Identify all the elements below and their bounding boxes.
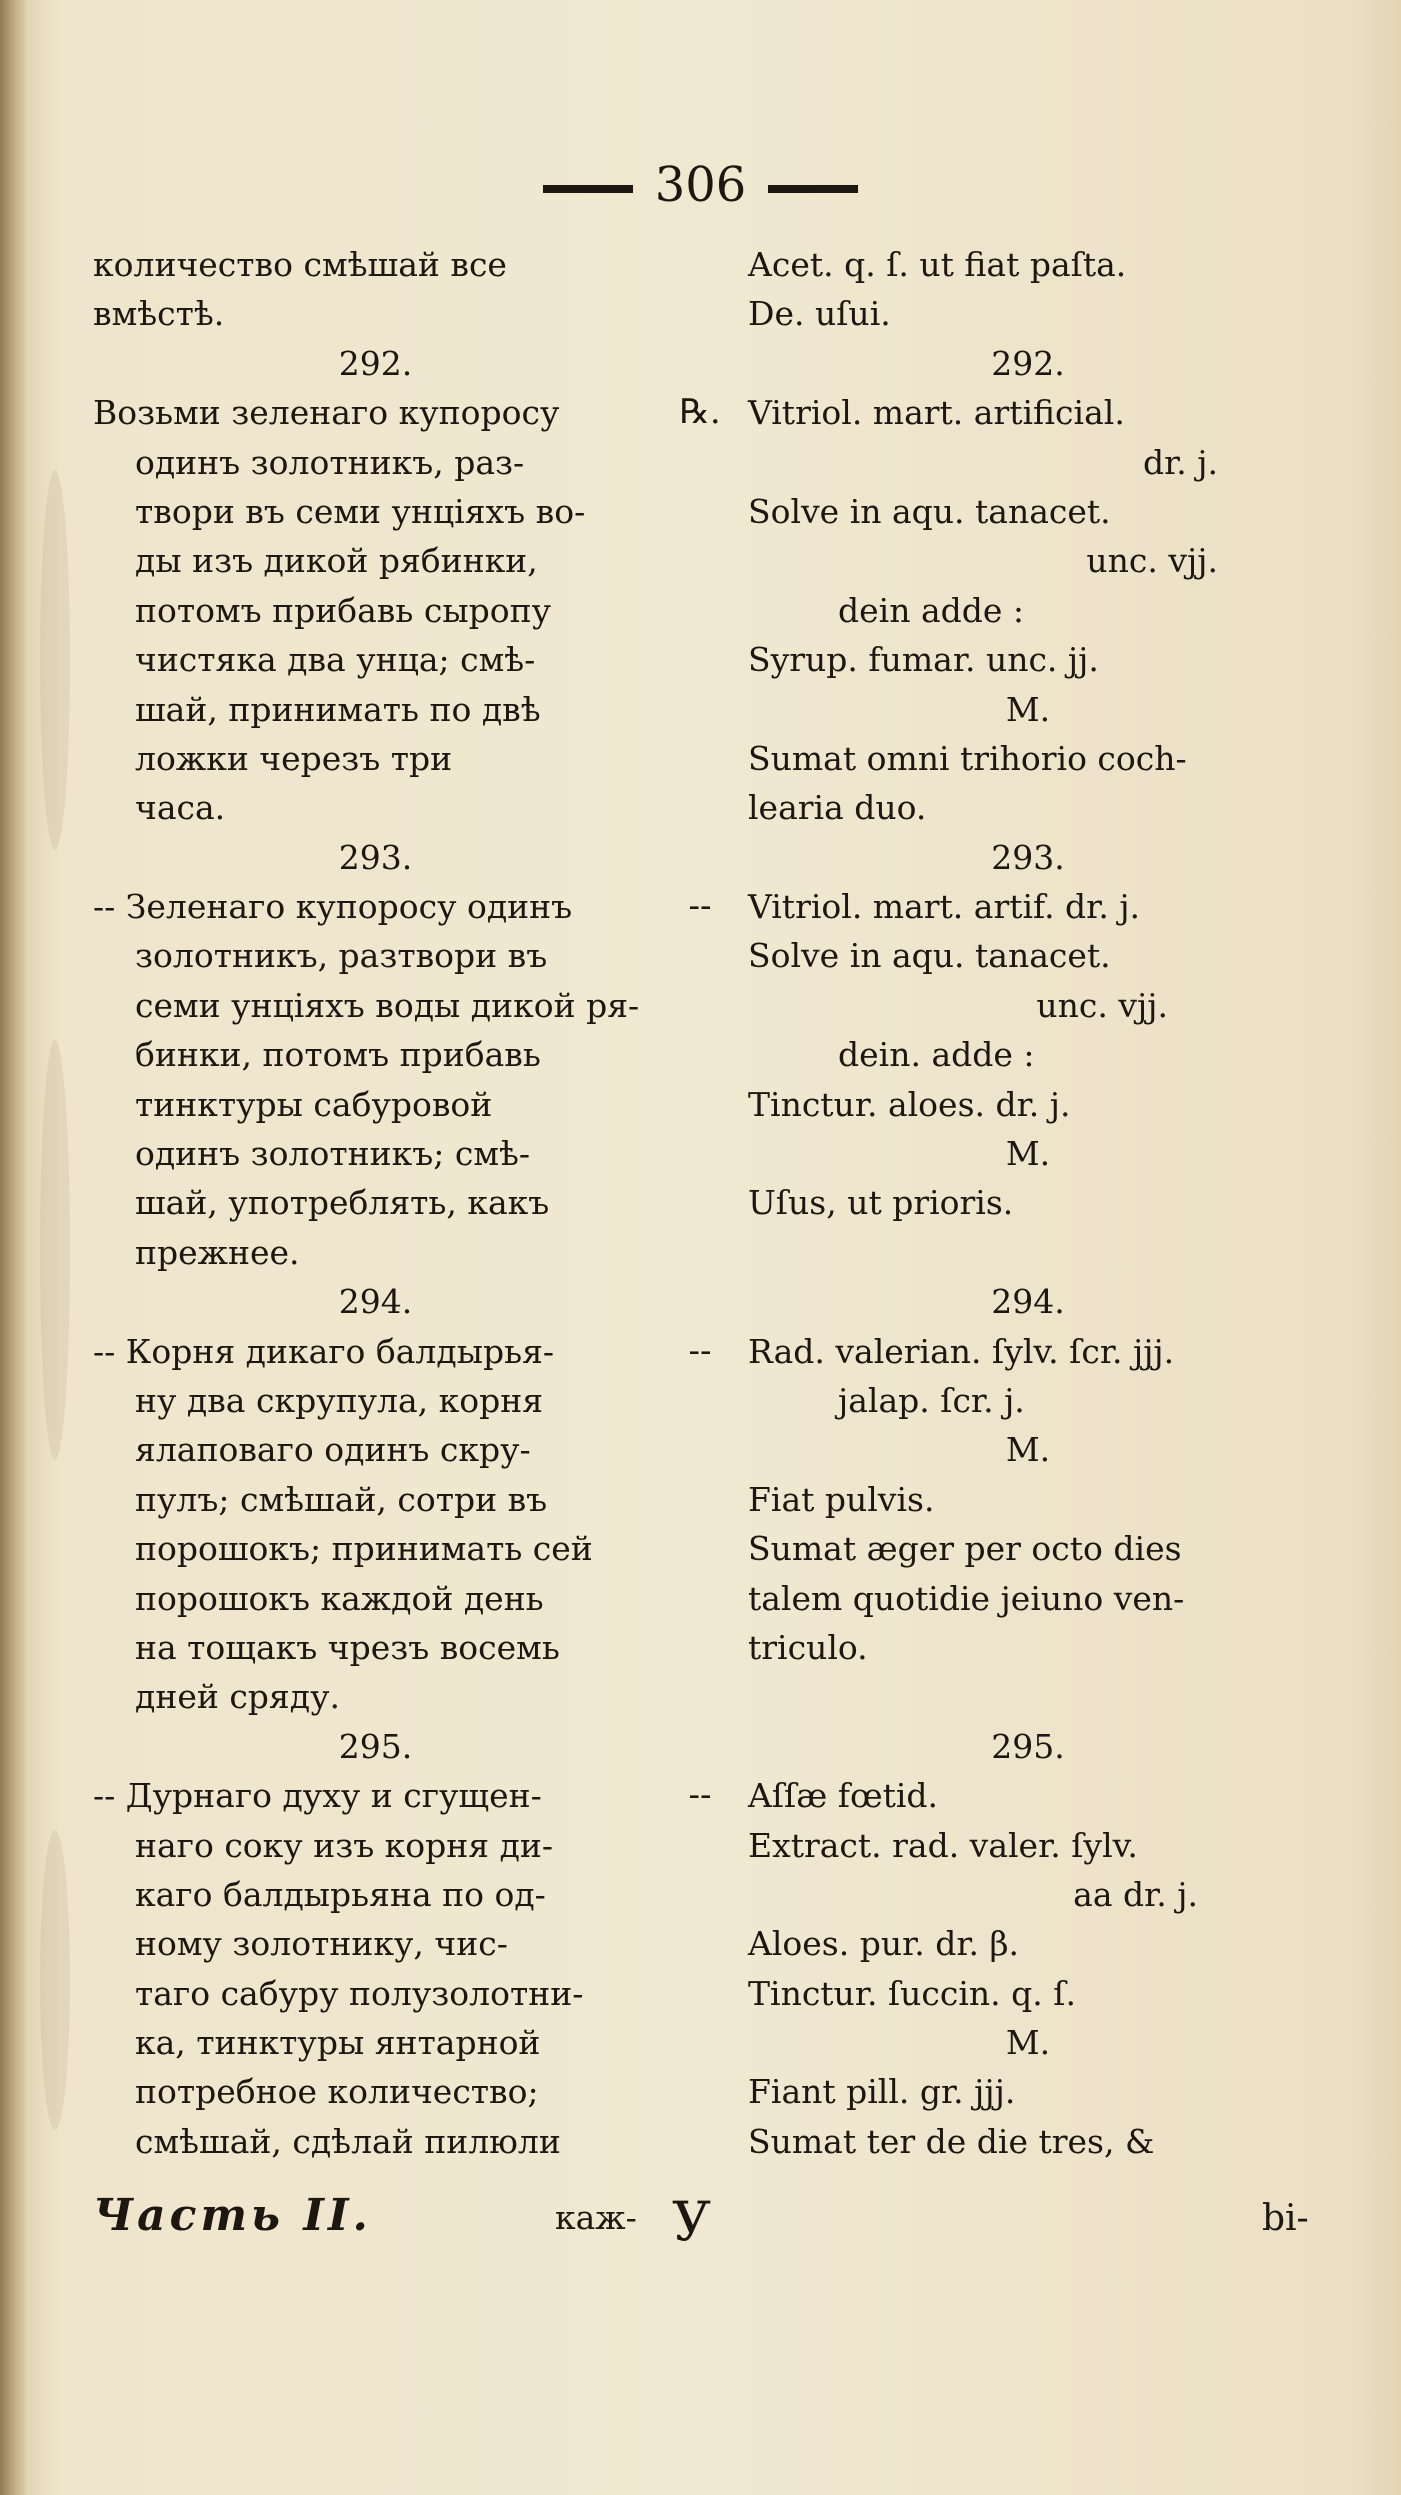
text-line: Syrup. fumar. unc. jj. [748,640,1099,680]
text-line: семи унціяхъ воды дикой ря- [135,985,640,1025]
catchword-russian: каж- [555,2198,637,2237]
mark-blank [670,635,730,684]
gathering-signature: У [672,2190,712,2253]
recipe-number: 294. [991,1282,1065,1322]
text-line: одинъ золотникъ; смѣ- [135,1134,531,1174]
mark-blank [670,339,730,388]
text-line: learia duo. [748,788,927,828]
text-line: triculo. [748,1627,868,1667]
text-line: тинктуры сабуровой [135,1084,493,1124]
mark-blank [670,1080,730,1129]
text-line: прежнее. [135,1232,300,1272]
text-line: одинъ золотникъ, раз- [135,442,525,482]
latin-column [748,240,1308,2166]
text-line: дней сряду. [135,1677,340,1717]
mark-blank [670,487,730,536]
mark-blank [670,1524,730,1573]
text-line: Extract. rad. valer. ſylv. [748,1825,1138,1865]
text-line: на тощакъ чрезъ восемь [135,1627,560,1667]
text-line: порошокъ; принимать сей [135,1529,593,1569]
mark-blank [670,1425,730,1474]
text-line: шай, принимать по двѣ [135,689,541,729]
text-line: Aſſæ fœtid. [748,1776,939,1816]
catchword-latin: bi- [1262,2198,1309,2239]
mark-blank [670,1228,730,1277]
page-header [0,150,1401,220]
mark-blank [670,1376,730,1425]
header-rule-left [543,185,633,193]
text-line: talem quotidie jeiuno ven- [748,1578,1185,1618]
text-line: порошокъ каждой день [135,1578,544,1618]
russian-column [93,240,658,2166]
book-spine [0,0,28,2495]
header-rule-right [768,185,858,193]
mark-blank [670,1672,730,1721]
mark-blank [670,981,730,1030]
text-line: aa dr. j. [1073,1874,1198,1914]
mark-blank [670,1475,730,1524]
page-number: 306 [654,157,747,213]
text-line: ды изъ дикой рябинки, [135,541,538,581]
volume-signature: Часть II. [93,2190,372,2241]
text-line: чистяка два унца; смѣ- [135,640,536,680]
text-line [748,1672,1308,1721]
text-line: смѣшай, сдѣлай пилюли [135,2121,561,2161]
recipe-number: 293. [991,837,1065,877]
margin-stain [40,470,70,850]
mark-blank [670,1574,730,1623]
text-line: Aloes. pur. dr. β. [748,1924,1020,1964]
mark-blank [670,1623,730,1672]
dash-mark: -- [688,1330,712,1371]
text-line: Uſus, ut prioris. [748,1183,1014,1223]
text-line: Tinctur. ſuccin. q. ſ. [748,1973,1076,2013]
text-line: dein adde : [838,590,1025,630]
margin-stain [40,1830,70,2130]
mark-blank [670,1178,730,1227]
mark-blank [670,1129,730,1178]
recipe-number: 295. [338,1726,413,1766]
text-line: ному золотнику, чис- [135,1924,508,1964]
text-line: M. [1005,2023,1051,2063]
text-line: Rad. valerian. ſylv. ſcr. jjj. [748,1331,1175,1371]
column-marks [670,240,730,1821]
text-line: потомъ прибавь сыропу [135,590,551,630]
text-line: Sumat æger per octo dies [748,1529,1182,1569]
dash-mark: -- [688,1775,712,1816]
text-line: Fiant pill. gr. jjj. [748,2072,1016,2112]
text-line: ложки черезъ три [135,738,453,778]
text-line: Sumat ter de die tres, & [748,2121,1155,2161]
mark-blank [670,783,730,832]
margin-stain [40,1040,70,1460]
mark-blank [670,734,730,783]
dash-mark: -- [688,886,712,927]
recipe-number: 292. [338,343,413,383]
text-line: M. [1005,1430,1051,1470]
mark-blank [670,1722,730,1771]
text-line: -- Корня дикаго балдырья- [93,1331,555,1371]
text-line [748,1228,1308,1277]
text-line: unc. vjj. [1036,985,1168,1025]
mark-blank [670,438,730,487]
text-line: unc. vjj. [1086,541,1218,581]
recipe-sign: ℞. [679,392,721,433]
mark-blank [670,1030,730,1079]
recipe-number: 292. [991,343,1065,383]
text-line: каго балдырьяна по од- [135,1874,546,1914]
recipe-number: 295. [991,1726,1065,1766]
text-line: De. uſui. [748,294,891,334]
mark-blank [670,685,730,734]
text-line: количество смѣшай все [93,245,507,284]
text-line: шай, употреблять, какъ [135,1183,550,1223]
text-line: потребное количество; [135,2072,539,2112]
text-line: ну два скрупула, корня [135,1380,544,1420]
text-line: таго сабуру полузолотни- [135,1973,584,2013]
mark-blank [670,931,730,980]
text-line: Возьми зеленаго купоросу [93,393,560,433]
text-line: Acet. q. ſ. ut fiat paſta. [748,245,1127,284]
text-line: золотникъ, разтвори въ [135,936,548,976]
text-line: jalap. ſcr. j. [838,1380,1025,1420]
text-line: ялаповаго одинъ скру- [135,1430,531,1470]
text-line: часа. [135,788,226,828]
recipe-number: 293. [338,837,413,877]
mark-blank [670,586,730,635]
text-line: Fiat pulvis. [748,1479,935,1519]
text-line: пулъ; смѣшай, сотри въ [135,1479,548,1519]
text-line: бинки, потомъ прибавь [135,1035,541,1075]
recipe-number: 294. [338,1282,413,1322]
text-line: Tinctur. aloes. dr. j. [748,1084,1071,1124]
text-line: наго соку изъ корня ди- [135,1825,554,1865]
mark-blank [670,1277,730,1326]
text-line: dein. adde : [838,1035,1035,1075]
mark-blank [670,833,730,882]
text-line: твори въ семи унціяхъ во- [135,491,586,531]
text-line: Sumat omni trihorio coch- [748,738,1187,778]
text-line: dr. j. [1143,442,1218,482]
mark-blank [670,289,730,338]
text-line: ка, тинктуры янтарной [135,2023,541,2063]
text-line: вмѣстѣ. [93,294,225,334]
mark-blank [670,240,730,289]
mark-blank [670,536,730,585]
text-line: M. [1005,689,1051,729]
text-line: Solve in aqu. tanacet. [748,936,1111,976]
text-line: Solve in aqu. tanacet. [748,491,1111,531]
text-line: Vitriol. mart. artificial. [748,393,1125,433]
text-line: -- Зеленаго купоросу одинъ [93,887,573,927]
text-line: -- Дурнаго духу и сгущен- [93,1776,542,1816]
text-line: M. [1005,1134,1051,1174]
text-line: Vitriol. mart. artif. dr. j. [748,887,1141,927]
